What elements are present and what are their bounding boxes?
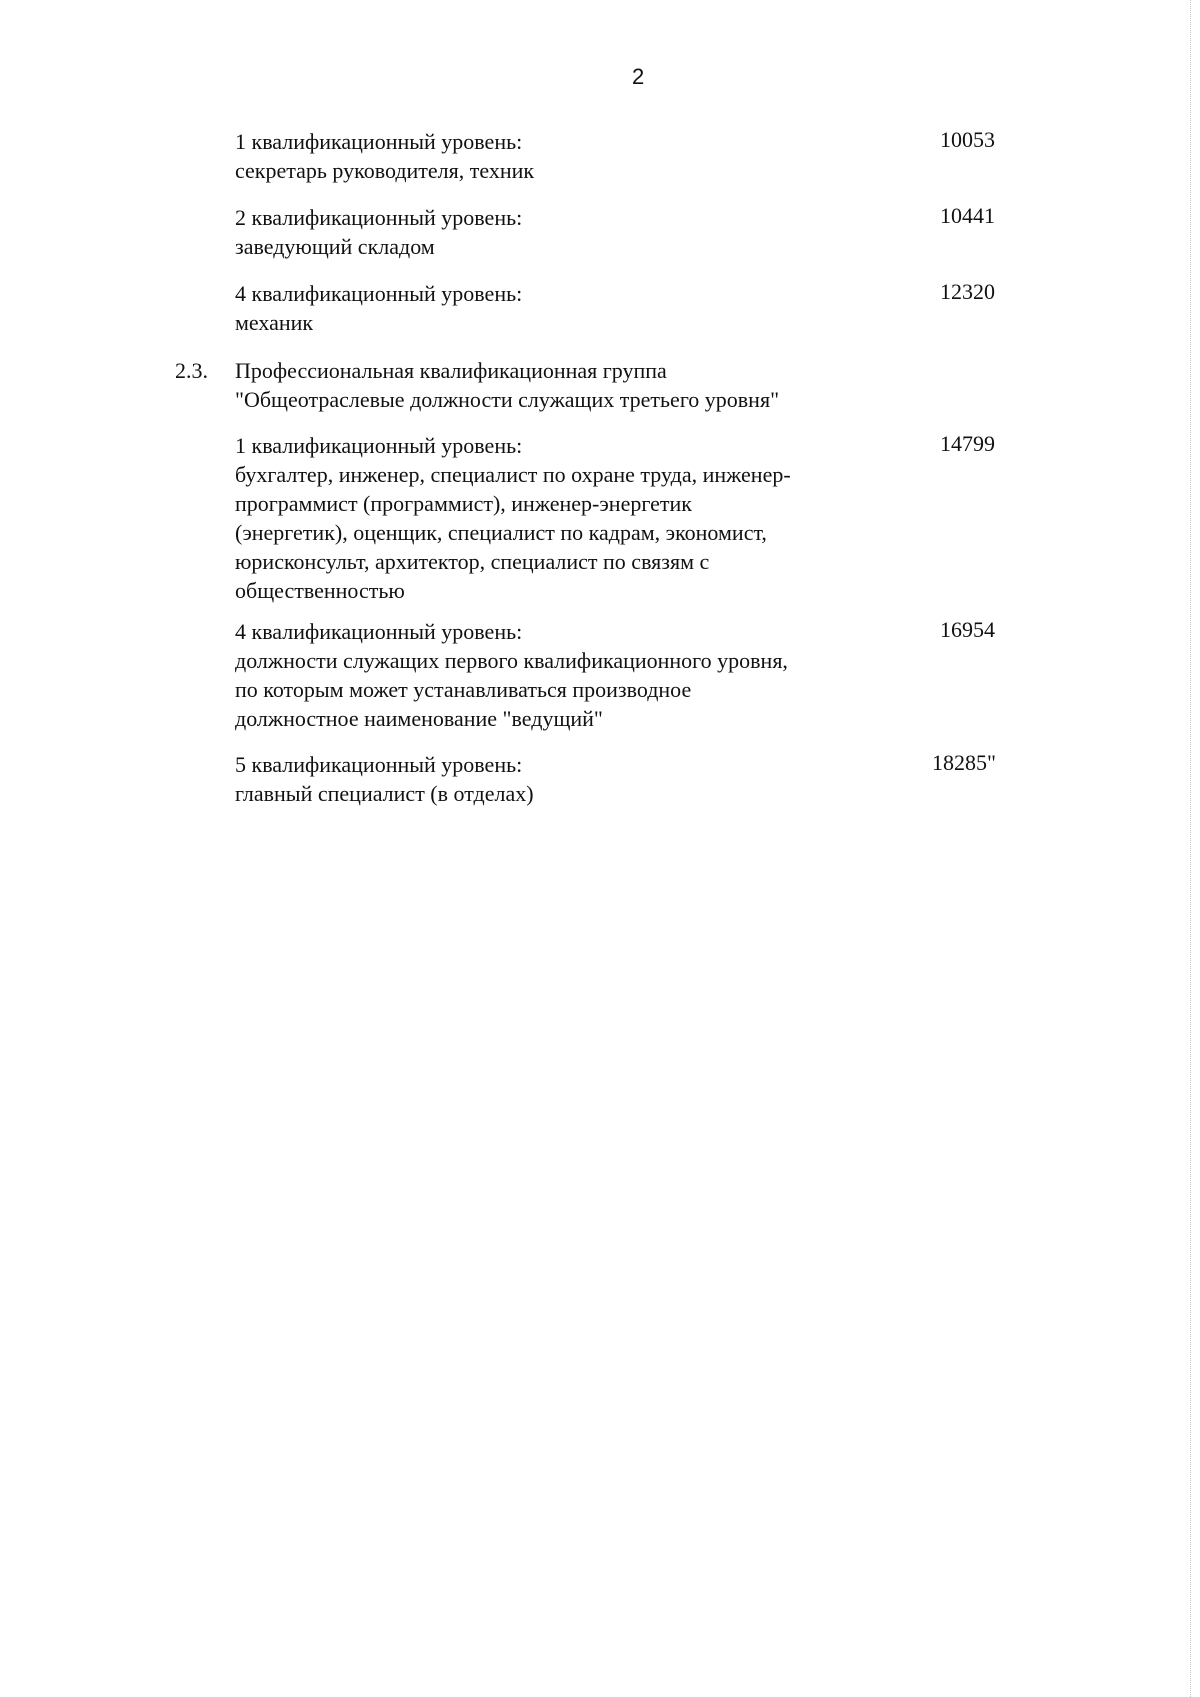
entry-line: "Общеотраслевые должности служащих третьего уровня" — [235, 387, 780, 412]
entry-text — [235, 203, 875, 261]
salary-value: 10441 — [940, 203, 995, 228]
entry-line: (энергетик), оценщик, специалист по кадрам, экономист, — [235, 520, 767, 545]
entry-text — [235, 617, 875, 733]
entry-line: общественностью — [235, 578, 405, 603]
entry-line: заведующий складом — [235, 234, 435, 259]
scan-edge-line — [1189, 0, 1191, 1697]
page-number: 2 — [632, 64, 645, 89]
entry-text — [235, 127, 875, 185]
entry-text — [235, 279, 875, 337]
entry-line: 4 квалификационный уровень: — [235, 619, 523, 644]
entry-line: программист (программист), инженер-энергетик — [235, 491, 692, 516]
section-number: 2.3. — [175, 358, 208, 383]
entry-line: бухгалтер, инженер, специалист по охране труда, инженер- — [235, 462, 791, 487]
entry-line: должности служащих первого квалификационного уровня, — [235, 648, 788, 673]
entry-line: 2 квалификационный уровень: — [235, 205, 523, 230]
group-heading-text — [235, 356, 875, 414]
entry-line: юрисконсульт, архитектор, специалист по связям с — [235, 549, 710, 574]
entry-line: должностное наименование "ведущий" — [235, 706, 603, 731]
entry-line: 1 квалификационный уровень: — [235, 129, 523, 154]
entry-text — [235, 431, 875, 605]
salary-value: 16954 — [940, 617, 995, 642]
entry-line: Профессиональная квалификационная группа — [235, 358, 667, 383]
entry-line: по которым может устанавливаться производное — [235, 677, 692, 702]
entry-line: 4 квалификационный уровень: — [235, 281, 523, 306]
salary-value: 12320 — [940, 279, 995, 304]
entry-line: 5 квалификационный уровень: — [235, 752, 523, 777]
entry-line: главный специалист (в отделах) — [235, 781, 534, 806]
entry-line: 1 квалификационный уровень: — [235, 433, 523, 458]
entry-line: механик — [235, 310, 314, 335]
salary-value: 14799 — [940, 431, 995, 456]
salary-value: 18285" — [932, 750, 996, 775]
entry-text — [235, 750, 875, 808]
salary-value: 10053 — [940, 127, 995, 152]
entry-line: секретарь руководителя, техник — [235, 158, 535, 183]
